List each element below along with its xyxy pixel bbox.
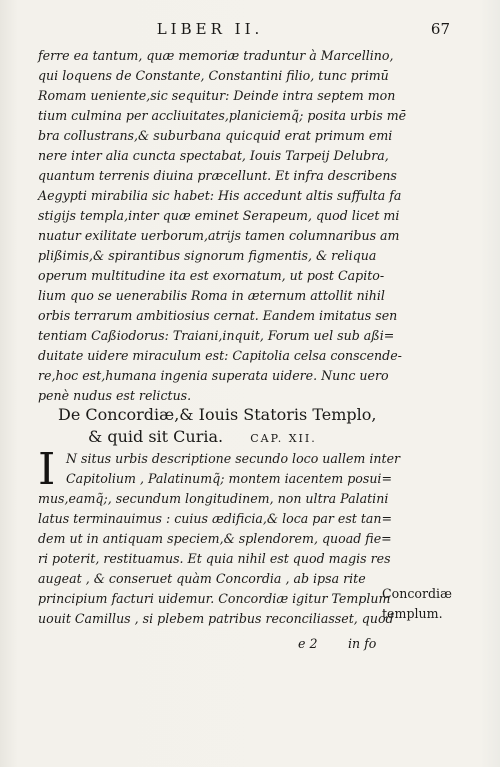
margin-note <box>382 584 492 624</box>
text-line: operum multitudine ita est exornatum, ut post Capito- <box>38 268 385 283</box>
text-line: lium quo se uenerabilis Roma in æternum attollit nihil <box>38 288 385 303</box>
text-line: duitate uidere miraculum est: Capitolia celsa conscende- <box>38 348 402 363</box>
text-line: dem ut in antiquam speciem,& splendorem, quoad fie= <box>38 531 392 546</box>
text-line: nere inter alia cuncta spectabat, Iouis Tarpeij Delubra, <box>38 148 389 163</box>
text-line: qui loquens de Constante, Constantini filio, tunc primū <box>38 68 389 83</box>
text-line: tentiam Caßiodorus: Traiani,inquit, Forum uel sub aßi= <box>38 328 395 343</box>
page-footer <box>0 636 500 656</box>
text-line: Aegypti mirabilia sic habet: His accedunt altis suffulta fa <box>38 188 402 203</box>
text-line: latus terminauimus : cuius ædificia,& loca par est tan= <box>38 511 393 526</box>
section-title-line-2 <box>58 426 388 448</box>
text-line: stigijs templa,inter quæ eminet Serapeum, quod licet mi <box>38 208 400 223</box>
text-line: N situs urbis descriptione secundo loco uallem inter <box>66 451 401 466</box>
text-line: penè nudus est relictus. <box>38 388 192 403</box>
running-head: LIBER II. <box>156 20 264 38</box>
page-number: 67 <box>430 20 450 38</box>
section-heading <box>58 404 388 448</box>
text-line: nuatur exilitate uerborum,atrijs tamen columnaribus am <box>38 228 400 243</box>
text-line: uouit Camillus , si plebem patribus reconciliasset, quod <box>38 611 394 626</box>
text-line: plißimis,& spirantibus signorum figmentis, & reliqua <box>38 248 377 263</box>
text-line: principium facturi uidemur. Concordiæ igitur Templum <box>38 591 391 606</box>
margin-note-line-1: Concordiæ <box>382 586 452 601</box>
text-line: orbis terrarum ambitiosius cernat. Eandem imitatus sen <box>38 308 398 323</box>
page-header <box>0 20 500 42</box>
text-line: Capitolium , Palatinumq̃; montem iacentem posui= <box>66 471 393 486</box>
margin-note-line-2: templum. <box>382 606 443 621</box>
section-title-line-1: De Concordiæ,& Iouis Statoris Templo, <box>58 405 377 424</box>
text-line: ri poterit, restituamus. Et quia nihil est quod magis res <box>38 551 391 566</box>
text-line: Romam ueniente,sic sequitur: Deinde intra septem mon <box>38 88 396 103</box>
chapter-text-block <box>38 444 401 629</box>
text-line: re,hoc est,humana ingenia superata uidere. Nunc uero <box>38 368 389 383</box>
drop-cap: I <box>38 444 56 495</box>
text-line: augeat , & conseruet quàm Concordia , ab ipsa rite <box>38 571 366 586</box>
catchword: in fo <box>348 636 377 651</box>
text-line: tium culmina per accliuitates,planiciemq̃; posita urbis mē <box>38 108 407 123</box>
text-line: bra collustrans,& suburbana quicquid erat primum emi <box>38 128 393 143</box>
text-line: ferre ea tantum, quæ memoriæ traduntur à Marcellino, <box>38 48 394 63</box>
section-title-curia: & quid sit Curia. <box>88 427 224 446</box>
signature-mark: e 2 <box>298 636 318 651</box>
chapter-label: CAP. XII. <box>250 432 317 445</box>
text-line: quantum terrenis diuina præcellunt. Et infra describens <box>38 168 397 183</box>
text-line: mus,eamq̃;, secundum longitudinem, non ultra Palatini <box>38 491 389 506</box>
body-text-block <box>38 46 407 406</box>
